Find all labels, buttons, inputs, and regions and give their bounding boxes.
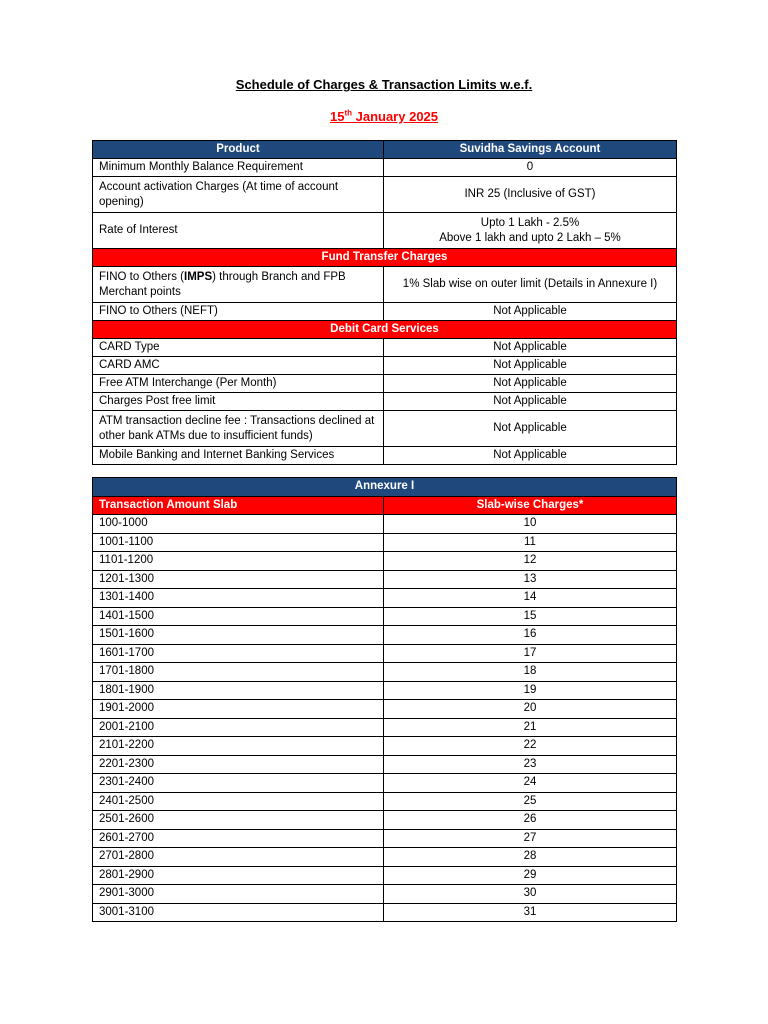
row-label: Minimum Monthly Balance Requirement	[93, 159, 384, 177]
row-label	[93, 267, 384, 303]
charge-cell: 20	[384, 700, 677, 719]
table-row	[93, 393, 677, 411]
slab-cell: 1701-1800	[93, 663, 384, 682]
row-value: 0	[384, 159, 677, 177]
charge-cell: 24	[384, 774, 677, 793]
row-value: INR 25 (Inclusive of GST)	[384, 177, 677, 213]
imps-label-pre: FINO to Others (	[99, 270, 184, 283]
slab-cell: 3001-3100	[93, 903, 384, 922]
charge-cell: 28	[384, 848, 677, 867]
slab-cell: 2001-2100	[93, 718, 384, 737]
table-row	[93, 375, 677, 393]
section-header-row	[93, 249, 677, 267]
table-row	[93, 718, 677, 737]
slab-cell: 2101-2200	[93, 737, 384, 756]
charge-cell: 21	[384, 718, 677, 737]
table-row	[93, 755, 677, 774]
slab-cell: 1001-1100	[93, 533, 384, 552]
table-row	[93, 267, 677, 303]
charge-cell: 26	[384, 811, 677, 830]
table-row	[93, 159, 677, 177]
charge-cell: 23	[384, 755, 677, 774]
slab-cell: 1301-1400	[93, 589, 384, 608]
imps-label-bold: IMPS	[184, 270, 213, 283]
table-row	[93, 213, 677, 249]
table-row	[93, 737, 677, 756]
table-row	[93, 848, 677, 867]
table-row	[93, 663, 677, 682]
charge-cell: 22	[384, 737, 677, 756]
row-value: Not Applicable	[384, 375, 677, 393]
slab-cell: 2801-2900	[93, 866, 384, 885]
imps-label-post: ) through Branch and FPB Merchant points	[99, 270, 346, 298]
slab-cell: 2701-2800	[93, 848, 384, 867]
slab-cell: 2601-2700	[93, 829, 384, 848]
table-row	[93, 829, 677, 848]
row-value: Not Applicable	[384, 411, 677, 447]
slab-cell: 1501-1600	[93, 626, 384, 645]
debit-card-heading: Debit Card Services	[93, 321, 677, 339]
row-label: Charges Post free limit	[93, 393, 384, 411]
document-title: Schedule of Charges & Transaction Limits w.e.f.	[235, 77, 533, 92]
charge-cell: 25	[384, 792, 677, 811]
charge-cell: 27	[384, 829, 677, 848]
interest-line-2: Above 1 lakh and upto 2 Lakh – 5%	[439, 231, 621, 244]
charge-cell: 18	[384, 663, 677, 682]
slab-cell: 1101-1200	[93, 552, 384, 571]
row-value: 1% Slab wise on outer limit (Details in Annexure I)	[384, 267, 677, 303]
row-label: CARD AMC	[93, 357, 384, 375]
slab-cell: 2501-2600	[93, 811, 384, 830]
table-header-row	[93, 141, 677, 159]
row-value	[384, 213, 677, 249]
slab-cell: 1201-1300	[93, 570, 384, 589]
slab-cell: 2401-2500	[93, 792, 384, 811]
annexure-title-row	[93, 478, 677, 497]
table-row	[93, 515, 677, 534]
table-row	[93, 903, 677, 922]
table-row	[93, 570, 677, 589]
table-row	[93, 339, 677, 357]
charge-cell: 14	[384, 589, 677, 608]
table-row	[93, 681, 677, 700]
table-row	[93, 644, 677, 663]
row-value: Not Applicable	[384, 447, 677, 465]
date-month-year: January 2025	[352, 109, 439, 124]
charge-cell: 11	[384, 533, 677, 552]
table-row	[93, 589, 677, 608]
table-row	[93, 866, 677, 885]
row-label: Rate of Interest	[93, 213, 384, 249]
charge-cell: 17	[384, 644, 677, 663]
charge-cell: 12	[384, 552, 677, 571]
row-value: Not Applicable	[384, 303, 677, 321]
table-row	[93, 774, 677, 793]
slab-cell: 2901-3000	[93, 885, 384, 904]
annexure-header-row	[93, 496, 677, 515]
charge-cell: 29	[384, 866, 677, 885]
row-label: CARD Type	[93, 339, 384, 357]
charge-cell: 31	[384, 903, 677, 922]
annexure-title: Annexure I	[93, 478, 677, 497]
table-row	[93, 607, 677, 626]
date-suffix: th	[344, 108, 352, 118]
table-row	[93, 303, 677, 321]
table-row	[93, 700, 677, 719]
slab-cell: 1601-1700	[93, 644, 384, 663]
slab-cell: 1801-1900	[93, 681, 384, 700]
effective-date	[0, 107, 768, 127]
charge-cell: 15	[384, 607, 677, 626]
account-header: Suvidha Savings Account	[384, 141, 677, 159]
charge-cell: 19	[384, 681, 677, 700]
row-label: Account activation Charges (At time of account opening)	[93, 177, 384, 213]
date-day: 15	[329, 109, 345, 124]
row-label: FINO to Others (NEFT)	[93, 303, 384, 321]
table-row	[93, 177, 677, 213]
slab-cell: 1901-2000	[93, 700, 384, 719]
section-header-row	[93, 321, 677, 339]
fund-transfer-heading: Fund Transfer Charges	[93, 249, 677, 267]
slab-cell: 100-1000	[93, 515, 384, 534]
table-row	[93, 447, 677, 465]
product-header: Product	[93, 141, 384, 159]
charge-cell: 13	[384, 570, 677, 589]
row-label: Free ATM Interchange (Per Month)	[93, 375, 384, 393]
annexure-table	[92, 477, 677, 922]
table-row	[93, 811, 677, 830]
table-row	[93, 792, 677, 811]
slab-cell: 2201-2300	[93, 755, 384, 774]
row-label: Mobile Banking and Internet Banking Services	[93, 447, 384, 465]
row-label: ATM transaction decline fee : Transactions declined at other bank ATMs due to insufficient funds)	[93, 411, 384, 447]
slab-cell: 1401-1500	[93, 607, 384, 626]
interest-line-1: Upto 1 Lakh - 2.5%	[480, 216, 580, 229]
slab-cell: 2301-2400	[93, 774, 384, 793]
table-row	[93, 885, 677, 904]
table-row	[93, 533, 677, 552]
charge-header: Slab-wise Charges*	[384, 496, 677, 515]
annexure-body	[93, 515, 677, 922]
charge-cell: 16	[384, 626, 677, 645]
table-row	[93, 411, 677, 447]
table-row	[93, 552, 677, 571]
charge-cell: 30	[384, 885, 677, 904]
charges-table	[92, 140, 677, 465]
charge-cell: 10	[384, 515, 677, 534]
table-row	[93, 357, 677, 375]
row-value: Not Applicable	[384, 339, 677, 357]
slab-header: Transaction Amount Slab	[93, 496, 384, 515]
table-row	[93, 626, 677, 645]
row-value: Not Applicable	[384, 357, 677, 375]
row-value: Not Applicable	[384, 393, 677, 411]
